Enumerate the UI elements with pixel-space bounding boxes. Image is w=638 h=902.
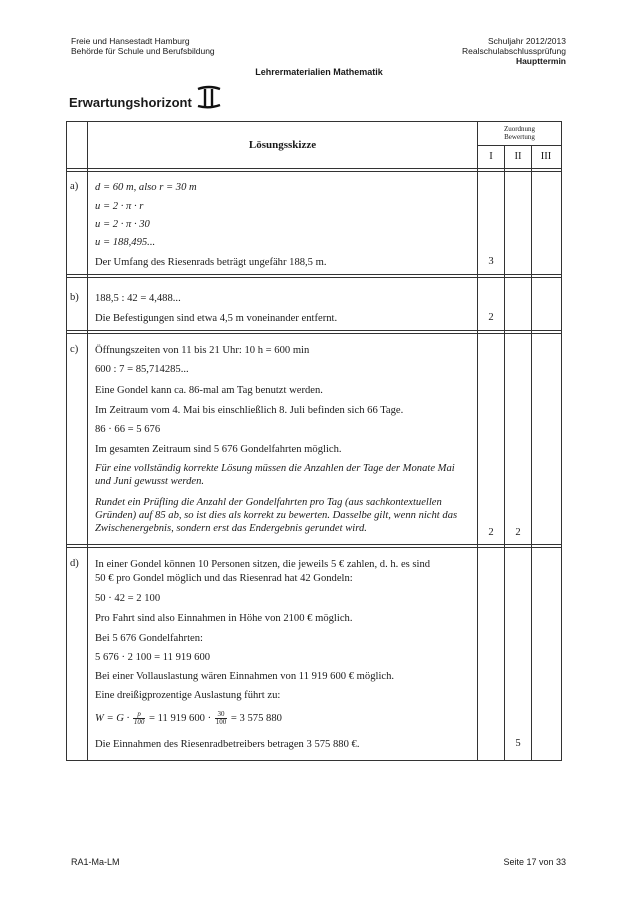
row-d-score-ii: 5 [515, 738, 521, 749]
level-header-ii: II [514, 151, 522, 162]
row-a-score-i: 3 [488, 256, 494, 267]
row-b-score-i: 2 [488, 312, 494, 323]
column-header-assignment [478, 125, 561, 141]
row-label-c: c) [70, 344, 79, 355]
roman-numeral-two-mark [196, 84, 222, 115]
row-label-a: a) [70, 181, 79, 192]
row-c-line: 600 : 7 = 85,714285... [95, 364, 189, 375]
row-c-score-i: 2 [488, 527, 494, 538]
fraction-numerator: 30 [215, 711, 228, 719]
row-c-line: Im gesamten Zeitraum sind 5 676 Gondelfahrten möglich. [95, 444, 342, 455]
assignment-label: Zuordnung [503, 125, 536, 133]
header-school-year: Schuljahr 2012/2013 [488, 36, 566, 46]
row-b-line: 188,5 : 42 = 4,488... [95, 293, 181, 304]
row-d-line: Bei einer Vollauslastung wären Einnahmen von 11 919 600 € möglich. [95, 671, 395, 682]
column-header-solution: Lösungsskizze [248, 139, 317, 151]
row-c-score-ii: 2 [515, 527, 521, 538]
footer-page-number: Seite 17 von 33 [503, 857, 566, 867]
header-left [71, 36, 215, 56]
row-a-line: u = 2 · π · r [95, 201, 144, 212]
row-c-note-rounding: Rundet ein Prüfling die Anzahl der Gondelfahrten pro Tag (aus sachkontextuellen Gründen) auf 85 ab, so ist dies als korrekt zu bewerten. Dasselbe gilt, wenn nicht das Zwischenergebnis, sondern erst das Endergebnis gerundet wird. [95, 497, 458, 534]
row-b-line: Die Befestigungen sind etwa 4,5 m voneinander entfernt. [95, 313, 338, 324]
rating-label: Bewertung [504, 133, 535, 141]
row-c-line: Öffnungszeiten von 11 bis 21 Uhr: 10 h = 600 min [95, 345, 310, 356]
fraction-denominator: 100 [133, 718, 145, 726]
row-d-line: 50 € pro Gondel möglich und das Riesenrad hat 42 Gondeln: [95, 573, 353, 584]
row-d-line: 5 676 · 2 100 = 11 919 600 [95, 652, 211, 663]
formula-lhs: W = G · [95, 712, 130, 724]
row-label-d: d) [70, 558, 79, 569]
row-d-formula [95, 711, 282, 726]
row-label-b: b) [70, 292, 79, 303]
row-d-line: Pro Fahrt sind also Einnahmen in Höhe von 2100 € möglich. [95, 613, 353, 624]
header-exam-term: Haupttermin [515, 56, 566, 66]
row-c-line: 86 · 66 = 5 676 [95, 424, 161, 435]
header-exam-type: Realschulabschlussprüfung [462, 46, 566, 56]
fraction-denominator: 100 [215, 718, 227, 726]
formula-result: = 3 575 880 [230, 712, 282, 724]
formula-middle: = 11 919 600 · [149, 712, 212, 724]
row-a-line: d = 60 m, also r = 30 m [95, 182, 197, 193]
fraction-30-over-100 [215, 711, 228, 726]
row-c-line: Eine Gondel kann ca. 86-mal am Tag benutzt werden. [95, 385, 323, 396]
footer-doc-id: RA1-Ma-LM [71, 857, 120, 867]
level-header-i: I [489, 151, 493, 162]
header-right [366, 36, 566, 66]
row-d-line: In einer Gondel können 10 Personen sitzen, die jeweils 5 € zahlen, d. h. es sind [95, 559, 431, 570]
fraction-p-over-100 [133, 711, 146, 726]
row-a-line: Der Umfang des Riesenrads beträgt ungefähr 188,5 m. [95, 257, 327, 268]
level-header-iii: III [540, 151, 552, 162]
row-a-line: u = 2 · π · 30 [95, 219, 150, 230]
row-d-line: 50 · 42 = 2 100 [95, 593, 161, 604]
row-c-line: Im Zeitraum vom 4. Mai bis einschließlich 8. Juli befinden sich 66 Tage. [95, 405, 404, 416]
row-c-note-days: Für eine vollständig korrekte Lösung müssen die Anzahlen der Tage der Monate Mai und Juni gewusst werden. [95, 463, 455, 487]
row-d-line: Eine dreißigprozentige Auslastung führt zu: [95, 690, 281, 701]
header-authority: Behörde für Schule und Berufsbildung [71, 46, 215, 56]
header-institution: Freie und Hansestadt Hamburg [71, 36, 190, 46]
row-d-line: Die Einnahmen des Riesenradbetreibers betragen 3 575 880 €. [95, 739, 360, 750]
section-title: Erwartungshorizont [69, 95, 192, 110]
row-d-line: Bei 5 676 Gondelfahrten: [95, 633, 203, 644]
header-center-title: Lehrermaterialien Mathematik [255, 67, 383, 77]
fraction-numerator: p [133, 711, 146, 719]
row-a-line: u = 188,495... [95, 237, 156, 248]
